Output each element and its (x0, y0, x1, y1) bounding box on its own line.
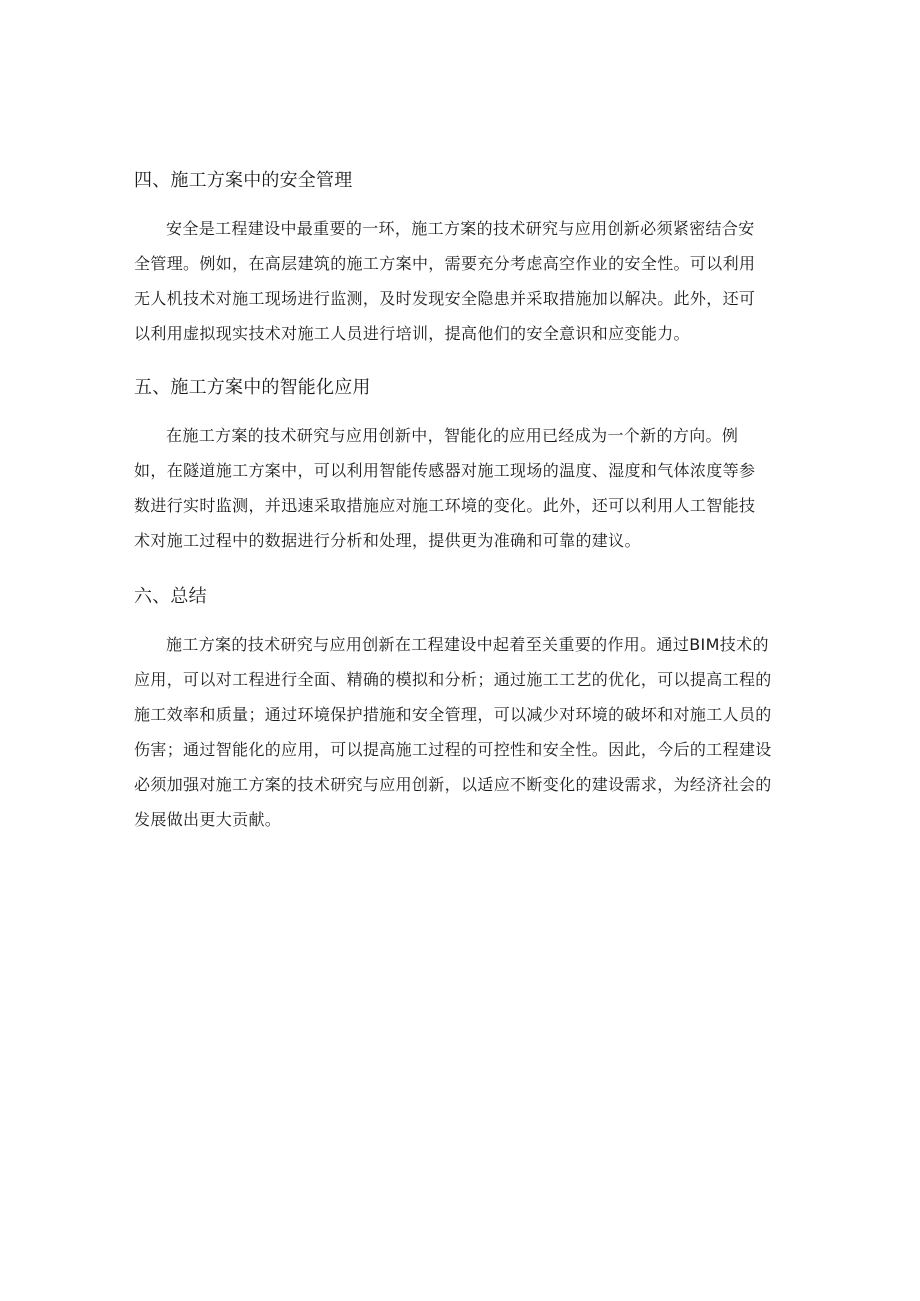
section-safety-management (134, 169, 796, 351)
paragraph-line: 全管理。例如，在高层建筑的施工方案中，需要充分考虑高空作业的安全性。可以利用 (134, 254, 756, 273)
section-intelligent-application (134, 376, 796, 558)
paragraph-line: 以利用虚拟现实技术对施工人员进行培训，提高他们的安全意识和应变能力。 (134, 324, 690, 343)
section-paragraph (134, 418, 796, 558)
section-summary (134, 585, 796, 837)
paragraph-line: 施工效率和质量；通过环境保护措施和安全管理，可以减少对环境的破坏和对施工人员的 (134, 705, 772, 724)
section-heading: 五、施工方案中的智能化应用 (134, 377, 371, 398)
paragraph-line: 数进行实时监测，并迅速采取措施应对施工环境的变化。此外，还可以利用人工智能技 (134, 496, 756, 515)
paragraph-line: 术对施工过程中的数据进行分析和处理，提供更为准确和可靠的建议。 (134, 531, 641, 550)
paragraph-line: 发展做出更大贡献。 (134, 810, 282, 829)
section-heading: 四、施工方案中的安全管理 (134, 170, 353, 191)
section-heading: 六、总结 (134, 586, 207, 607)
paragraph-line: 应用，可以对工程进行全面、精确的模拟和分析；通过施工工艺的优化，可以提高工程的 (134, 670, 772, 689)
paragraph-line: 如，在隧道施工方案中，可以利用智能传感器对施工现场的温度、湿度和气体浓度等参 (134, 461, 756, 480)
paragraph-line: 在施工方案的技术研究与应用创新中，智能化的应用已经成为一个新的方向。例 (166, 426, 739, 445)
paragraph-line: 安全是工程建设中最重要的一环，施工方案的技术研究与应用创新必须紧密结合安 (166, 219, 755, 238)
section-paragraph (134, 211, 796, 351)
paragraph-line: 必须加强对施工方案的技术研究与应用创新，以适应不断变化的建设需求，为经济社会的 (134, 775, 772, 794)
paragraph-line: 施工方案的技术研究与应用创新在工程建设中起着至关重要的作用。通过BIM技术的 (166, 635, 769, 654)
paragraph-line: 伤害；通过智能化的应用，可以提高施工过程的可控性和安全性。因此，今后的工程建设 (134, 740, 772, 759)
paragraph-line: 无人机技术对施工现场进行监测，及时发现安全隐患并采取措施加以解决。此外，还可 (134, 289, 756, 308)
section-paragraph (134, 627, 796, 837)
